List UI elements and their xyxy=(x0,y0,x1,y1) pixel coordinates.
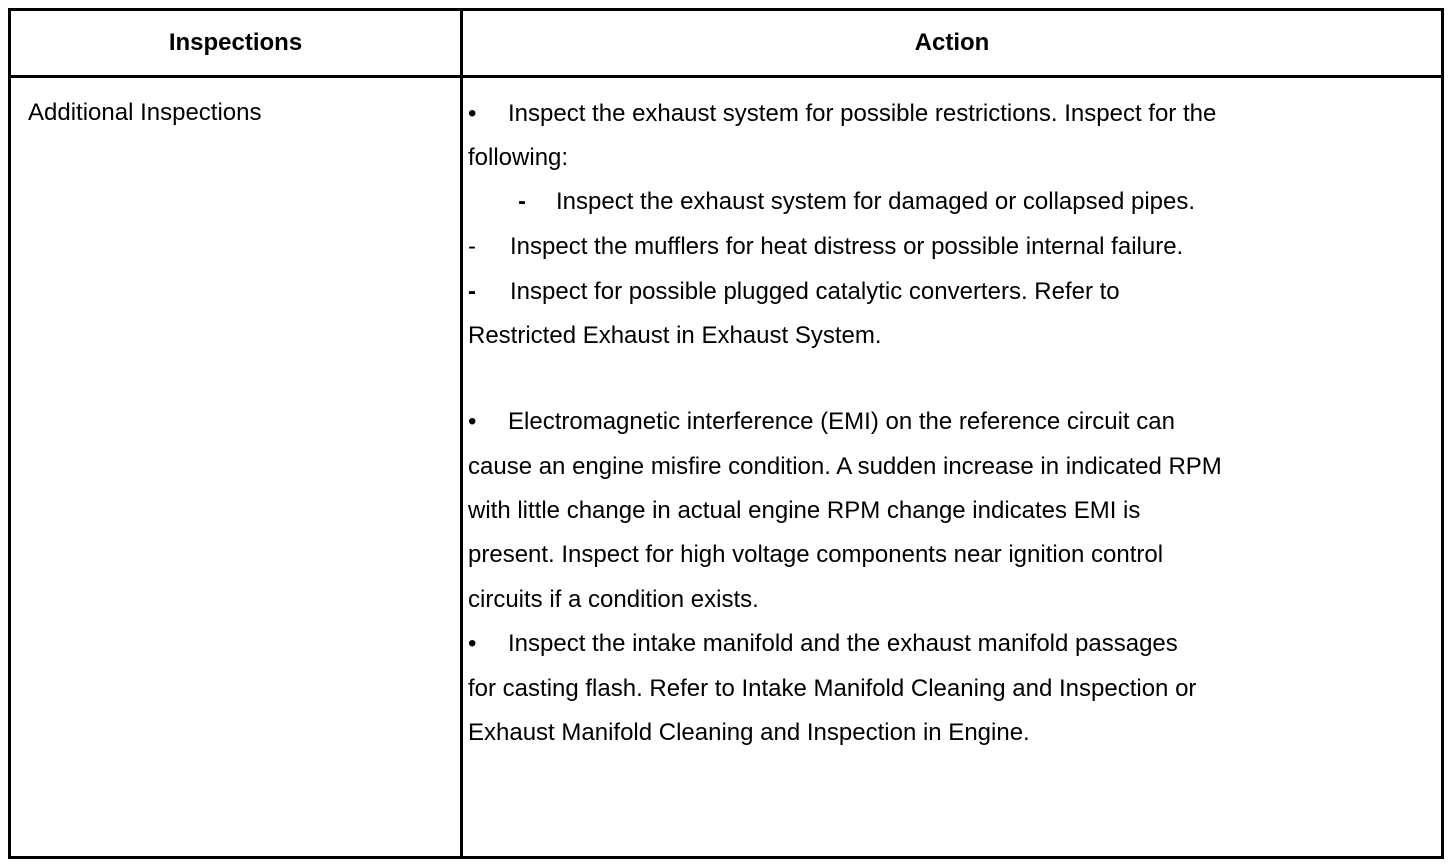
action-line-text: cause an engine misfire condition. A sudden increase in indicated RPM xyxy=(468,453,1222,480)
dash-marker: - xyxy=(518,188,526,215)
action-line-text: following: xyxy=(468,144,569,171)
action-line-text: Inspect for possible plugged catalytic converters. Refer to xyxy=(510,278,1120,305)
action-line-text: Restricted Exhaust in Exhaust System. xyxy=(468,322,882,349)
action-line xyxy=(468,711,1030,755)
dash-marker: - xyxy=(468,278,476,305)
action-line-text: circuits if a condition exists. xyxy=(468,586,759,613)
action-line-text: present. Inspect for high voltage components near ignition control xyxy=(468,541,1164,568)
inspection-cell: Additional Inspections xyxy=(28,99,262,126)
bullet-marker: • xyxy=(468,100,477,127)
action-line-text: Electromagnetic interference (EMI) on the reference circuit can xyxy=(508,408,1175,435)
action-line xyxy=(468,578,759,622)
action-line xyxy=(468,533,1163,577)
action-line xyxy=(468,489,1140,533)
action-line xyxy=(468,314,882,358)
action-line xyxy=(518,180,1195,224)
action-line xyxy=(468,667,1196,711)
action-line-text: Exhaust Manifold Cleaning and Inspection in Engine. xyxy=(468,719,1030,746)
bullet-marker: • xyxy=(468,408,477,435)
action-line-text: with little change in actual engine RPM change indicates EMI is xyxy=(468,497,1141,524)
bullet-marker: • xyxy=(468,630,477,657)
action-line xyxy=(468,136,568,180)
action-line xyxy=(468,445,1222,489)
action-line-text: Inspect the mufflers for heat distress or possible internal failure. xyxy=(510,233,1184,260)
action-line xyxy=(468,400,1175,444)
action-line xyxy=(468,270,1120,314)
dash-marker: - xyxy=(468,233,476,260)
action-line-text: Inspect the exhaust system for damaged or collapsed pipes. xyxy=(556,188,1196,215)
header-action: Action xyxy=(914,29,990,56)
action-line-text: Inspect the exhaust system for possible restrictions. Inspect for the xyxy=(508,100,1217,127)
action-line xyxy=(468,622,1178,666)
action-line xyxy=(468,225,1183,269)
action-line xyxy=(468,92,1216,136)
action-line-text: for casting flash. Refer to Intake Manifold Cleaning and Inspection or xyxy=(468,675,1197,702)
header-inspections: Inspections xyxy=(168,29,303,56)
action-line-text: Inspect the intake manifold and the exhaust manifold passages xyxy=(508,630,1178,657)
